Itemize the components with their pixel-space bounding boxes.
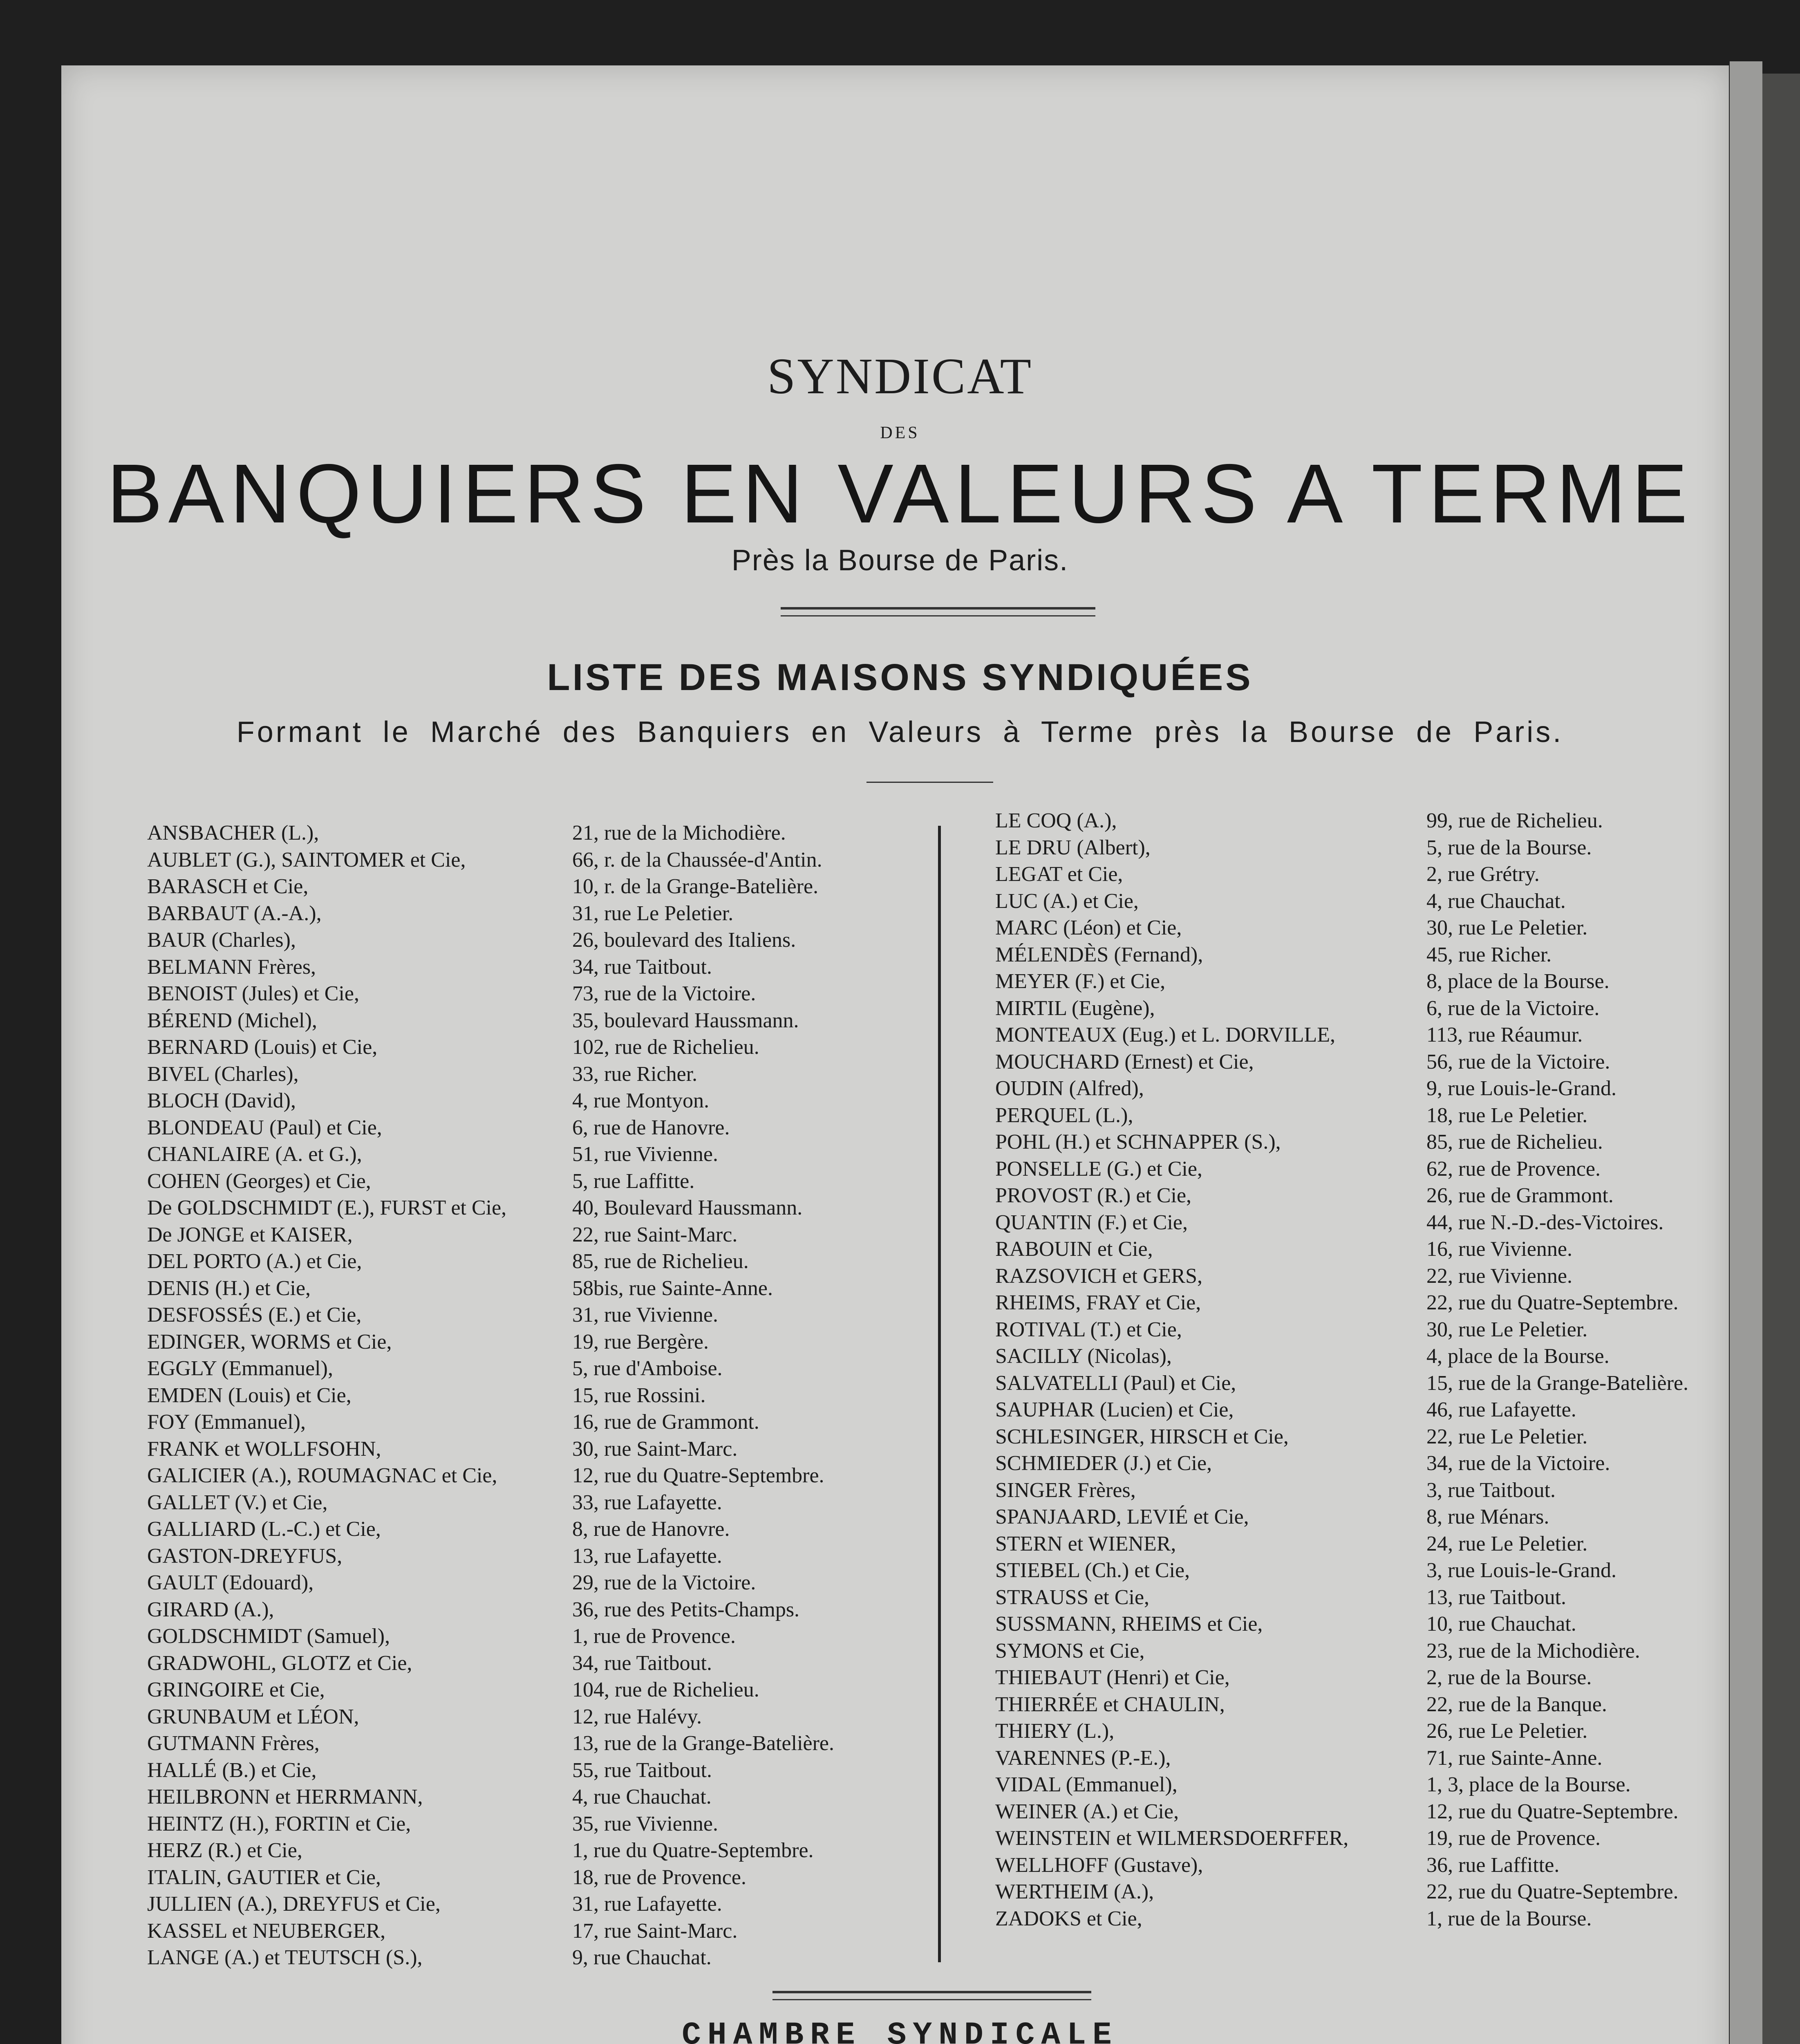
member-row [147,927,924,954]
member-name: GALLIARD (L.-C.) et Cie, [147,1517,381,1541]
member-name: SUSSMANN, RHEIMS et Cie, [995,1612,1263,1636]
member-name: RHEIMS, FRAY et Cie, [995,1291,1201,1314]
member-row [995,1263,1731,1290]
member-address: 36, rue des Petits-Champs. [572,1598,800,1621]
member-name: GALLET (V.) et Cie, [147,1490,328,1514]
divider-bottom [772,1991,1091,1993]
member-row [995,1798,1731,1825]
member-address: 56, rue de la Victoire. [1426,1050,1610,1074]
member-row [147,1007,924,1034]
member-row [995,807,1731,834]
member-name: SCHMIEDER (J.) et Cie, [995,1452,1212,1475]
member-address: 3, rue Louis-le-Grand. [1426,1559,1616,1582]
member-row [995,1611,1731,1638]
member-address: 62, rue de Provence. [1426,1157,1601,1181]
member-address: 1, rue de Provence. [572,1625,736,1648]
member-name: JULLIEN (A.), DREYFUS et Cie, [147,1892,441,1916]
member-name: BENOIST (Jules) et Cie, [147,982,359,1005]
member-name: HEILBRONN et HERRMANN, [147,1785,423,1809]
member-name: SALVATELLI (Paul) et Cie, [995,1371,1236,1395]
member-name: MÉLENDÈS (Fernand), [995,943,1203,966]
member-name: BELMANN Frères, [147,955,316,979]
member-name: MIRTIL (Eugène), [995,996,1155,1020]
member-name: MARC (Léon) et Cie, [995,916,1182,939]
member-row [147,1650,924,1677]
member-name: OUDIN (Alfred), [995,1077,1144,1100]
member-address: 9, rue Louis-le-Grand. [1426,1077,1616,1100]
member-row [995,1691,1731,1718]
member-address: 21, rue de la Michodière. [572,821,786,845]
member-address: 30, rue Le Peletier. [1426,916,1588,939]
member-address: 4, place de la Bourse. [1426,1345,1610,1368]
member-address: 9, rue Chauchat. [572,1946,712,1969]
member-name: SPANJAARD, LEVIÉ et Cie, [995,1505,1249,1529]
member-name: WERTHEIM (A.), [995,1880,1154,1903]
member-address: 13, rue Lafayette. [572,1544,722,1568]
member-row [147,1248,924,1275]
member-row [147,1569,924,1596]
member-address: 66, r. de la Chaussée-d'Antin. [572,848,822,872]
member-name: ZADOKS et Cie, [995,1907,1142,1930]
member-name: GAULT (Edouard), [147,1571,314,1594]
member-row [995,1905,1731,1932]
member-name: RAZSOVICH et GERS, [995,1264,1203,1288]
member-address: 26, boulevard des Italiens. [572,928,796,952]
member-row [147,1864,924,1891]
member-name: VIDAL (Emmanuel), [995,1773,1178,1796]
member-row [147,1891,924,1918]
syndicat-title: SYNDICAT [767,348,1033,405]
member-row [147,820,924,847]
member-name: BERNARD (Louis) et Cie, [147,1035,378,1059]
member-name: BLOCH (David), [147,1089,296,1112]
member-address: 1, rue du Quatre-Septembre. [572,1839,814,1862]
member-row [147,1730,924,1757]
member-address: 5, rue Laffitte. [572,1169,695,1193]
member-name: GRUNBAUM et LÉON, [147,1705,359,1728]
member-address: 33, rue Lafayette. [572,1490,722,1514]
member-name: MONTEAUX (Eug.) et L. DORVILLE, [995,1023,1335,1047]
member-row [995,1771,1731,1798]
member-name: BARASCH et Cie, [147,875,309,898]
member-name: PONSELLE (G.) et Cie, [995,1157,1202,1181]
member-row [995,1852,1731,1879]
member-row [147,1329,924,1356]
member-row [995,1584,1731,1611]
member-name: STRAUSS et Cie, [995,1585,1150,1609]
member-address: 45, rue Richer. [1426,943,1552,966]
member-row [147,1623,924,1650]
member-name: LE DRU (Albert), [995,836,1151,859]
subtitle: Près la Bourse de Paris. [731,544,1069,577]
member-row [147,1516,924,1543]
member-address: 22, rue Vivienne. [1426,1264,1572,1288]
member-name: AUBLET (G.), SAINTOMER et Cie, [147,848,466,872]
member-address: 55, rue Taitbout. [572,1758,712,1782]
member-name: De JONGE et KAISER, [147,1223,353,1246]
member-address: 85, rue de Richelieu. [1426,1130,1603,1154]
member-name: HERZ (R.) et Cie, [147,1839,302,1862]
divider-bottom-thin [772,1999,1091,2000]
member-address: 24, rue Le Peletier. [1426,1532,1588,1555]
member-address: 23, rue de la Michodière. [1426,1639,1640,1663]
member-address: 26, rue de Grammont. [1426,1184,1614,1207]
member-name: GUTMANN Frères, [147,1732,320,1755]
member-name: DESFOSSÉS (E.) et Cie, [147,1303,362,1327]
member-address: 19, rue Bergère. [572,1330,709,1354]
member-row [995,1236,1731,1263]
member-address: 1, rue de la Bourse. [1426,1907,1592,1930]
member-address: 12, rue Halévy. [572,1705,702,1728]
member-row [147,1918,924,1945]
members-list-right [995,807,1731,1932]
member-address: 16, rue de Grammont. [572,1410,759,1434]
member-address: 31, rue Lafayette. [572,1892,722,1916]
member-name: SCHLESINGER, HIRSCH et Cie, [995,1425,1289,1448]
member-row [147,1676,924,1703]
members-list-left [147,820,924,1971]
member-address: 5, rue de la Bourse. [1426,836,1592,859]
member-row [995,1423,1731,1450]
member-row [995,1289,1731,1316]
member-row [995,1129,1731,1156]
member-name: SYMONS et Cie, [995,1639,1145,1663]
member-address: 15, rue de la Grange-Batelière. [1426,1371,1689,1395]
member-address: 46, rue Lafayette. [1426,1398,1576,1421]
member-row [995,1825,1731,1852]
divider-top-thin [781,615,1095,616]
member-address: 18, rue de Provence. [572,1865,746,1889]
member-row [147,1302,924,1329]
member-row [147,900,924,927]
member-name: MOUCHARD (Ernest) et Cie, [995,1050,1254,1074]
des-label: DES [880,424,920,442]
member-name: CHANLAIRE (A. et G.), [147,1143,362,1166]
member-row [147,1784,924,1811]
member-address: 4, rue Chauchat. [1426,889,1566,913]
member-name: FRANK et WOLLFSOHN, [147,1437,381,1461]
member-name: ITALIN, GAUTIER et Cie, [147,1865,381,1889]
member-address: 2, rue Grétry. [1426,863,1540,886]
member-row [147,1034,924,1061]
member-address: 22, rue du Quatre-Septembre. [1426,1291,1679,1314]
member-row [147,1462,924,1489]
member-address: 16, rue Vivienne. [1426,1237,1572,1261]
divider-short [866,782,993,783]
member-row [995,1022,1731,1049]
member-name: ANSBACHER (L.), [147,821,319,845]
member-row [147,1087,924,1114]
member-name: De GOLDSCHMIDT (E.), FURST et Cie, [147,1196,507,1219]
member-row [995,1156,1731,1183]
member-name: SINGER Frères, [995,1478,1136,1502]
member-row [147,847,924,874]
member-address: 22, rue du Quatre-Septembre. [1426,1880,1679,1903]
member-address: 13, rue de la Grange-Batelière. [572,1732,835,1755]
member-address: 35, rue Vivienne. [572,1812,718,1836]
member-row [995,1102,1731,1129]
member-name: DEL PORTO (A.) et Cie, [147,1250,362,1273]
member-name: THIEBAUT (Henri) et Cie, [995,1666,1230,1689]
member-name: PROVOST (R.) et Cie, [995,1184,1192,1207]
member-address: 34, rue Taitbout. [572,955,712,979]
member-address: 1, 3, place de la Bourse. [1426,1773,1631,1796]
member-address: 6, rue de Hanovre. [572,1116,730,1139]
member-row [995,1878,1731,1905]
member-name: KASSEL et NEUBERGER, [147,1919,386,1943]
member-address: 8, rue de Hanovre. [572,1517,730,1541]
member-address: 113, rue Réaumur. [1426,1023,1583,1047]
member-name: EDINGER, WORMS et Cie, [147,1330,392,1354]
member-address: 2, rue de la Bourse. [1426,1666,1592,1689]
member-name: GRADWOHL, GLOTZ et Cie, [147,1651,412,1675]
member-name: THIERY (L.), [995,1719,1115,1743]
member-row [147,1837,924,1864]
member-name: STERN et WIENER, [995,1532,1176,1555]
member-name: WEINER (A.) et Cie, [995,1800,1179,1823]
member-row [147,1543,924,1570]
member-row [995,1504,1731,1531]
member-row [147,1409,924,1436]
member-row [995,1664,1731,1691]
member-name: HEINTZ (H.), FORTIN et Cie, [147,1812,411,1836]
member-row [147,1703,924,1730]
member-row [995,1049,1731,1076]
member-row [147,1141,924,1168]
member-name: BÉREND (Michel), [147,1009,317,1032]
member-address: 4, rue Chauchat. [572,1785,712,1809]
member-name: RABOUIN et Cie, [995,1237,1153,1261]
member-address: 12, rue du Quatre-Septembre. [572,1464,824,1487]
member-address: 5, rue d'Amboise. [572,1357,723,1380]
member-address: 4, rue Montyon. [572,1089,710,1112]
member-name: ROTIVAL (T.) et Cie, [995,1318,1182,1341]
member-address: 26, rue Le Peletier. [1426,1719,1588,1743]
member-address: 44, rue N.-D.-des-Victoires. [1426,1210,1664,1234]
member-name: THIERRÉE et CHAULIN, [995,1692,1225,1716]
member-address: 34, rue Taitbout. [572,1651,712,1675]
member-name: GRINGOIRE et Cie, [147,1678,325,1701]
member-name: GOLDSCHMIDT (Samuel), [147,1625,390,1648]
member-name: POHL (H.) et SCHNAPPER (S.), [995,1130,1281,1154]
member-address: 29, rue de la Victoire. [572,1571,756,1594]
member-address: 22, rue Le Peletier. [1426,1425,1588,1448]
member-row [147,1811,924,1838]
member-row [995,914,1731,941]
member-name: GIRARD (A.), [147,1598,274,1621]
member-address: 30, rue Saint-Marc. [572,1437,738,1461]
member-name: WEINSTEIN et WILMERSDOERFFER, [995,1827,1349,1850]
member-row [995,941,1731,968]
member-row [147,873,924,900]
member-row [995,1396,1731,1423]
member-address: 58bis, rue Sainte-Anne. [572,1276,773,1300]
member-address: 8, place de la Bourse. [1426,970,1610,993]
member-row [147,980,924,1007]
member-address: 34, rue de la Victoire. [1426,1452,1610,1475]
member-address: 31, rue Vivienne. [572,1303,718,1327]
member-name: COHEN (Georges) et Cie, [147,1169,371,1193]
member-name: DENIS (H.) et Cie, [147,1276,311,1300]
member-address: 85, rue de Richelieu. [572,1250,749,1273]
member-row [995,1182,1731,1209]
member-address: 35, boulevard Haussmann. [572,1009,799,1032]
member-row [147,1355,924,1382]
member-row [995,1370,1731,1397]
member-name: BIVEL (Charles), [147,1062,299,1086]
list-title: LISTE DES MAISONS SYNDIQUÉES [547,657,1253,698]
member-row [995,1316,1731,1343]
member-row [995,1531,1731,1558]
member-row [147,1596,924,1623]
member-name: MEYER (F.) et Cie, [995,970,1166,993]
member-row [995,1718,1731,1745]
member-name: SACILLY (Nicolas), [995,1345,1172,1368]
member-address: 104, rue de Richelieu. [572,1678,759,1701]
member-address: 10, r. de la Grange-Batelière. [572,875,819,898]
column-divider [938,826,941,1962]
member-name: SAUPHAR (Lucien) et Cie, [995,1398,1234,1421]
member-name: BAUR (Charles), [147,928,296,952]
member-row [147,1114,924,1141]
member-address: 6, rue de la Victoire. [1426,996,1600,1020]
member-address: 22, rue Saint-Marc. [572,1223,738,1246]
member-row [995,888,1731,915]
member-address: 40, Boulevard Haussmann. [572,1196,803,1219]
member-name: LANGE (A.) et TEUTSCH (S.), [147,1946,423,1969]
member-row [995,861,1731,888]
member-row [995,1075,1731,1102]
member-row [147,1944,924,1971]
member-row [995,1477,1731,1504]
member-name: BARBAUT (A.-A.), [147,901,322,925]
member-address: 15, rue Rossini. [572,1383,706,1407]
member-name: EMDEN (Louis) et Cie, [147,1383,351,1407]
member-address: 102, rue de Richelieu. [572,1035,759,1059]
member-name: VARENNES (P.-E.), [995,1746,1171,1770]
member-row [995,1343,1731,1370]
member-row [995,1557,1731,1584]
member-address: 30, rue Le Peletier. [1426,1318,1588,1341]
member-name: QUANTIN (F.) et Cie, [995,1210,1188,1234]
main-title: BANQUIERS EN VALEURS A TERME [107,447,1693,540]
member-row [147,1061,924,1088]
member-name: LE COQ (A.), [995,809,1117,832]
member-address: 73, rue de la Victoire. [572,982,756,1005]
member-row [995,968,1731,995]
member-name: FOY (Emmanuel), [147,1410,306,1434]
member-row [995,834,1731,861]
member-address: 3, rue Taitbout. [1426,1478,1556,1502]
member-address: 12, rue du Quatre-Septembre. [1426,1800,1679,1823]
member-row [995,1745,1731,1772]
member-row [147,1382,924,1409]
member-row [995,1638,1731,1665]
member-address: 10, rue Chauchat. [1426,1612,1576,1636]
member-row [147,1168,924,1195]
member-row [995,995,1731,1022]
member-row [147,954,924,981]
member-row [147,1275,924,1302]
member-row [995,1209,1731,1236]
member-name: STIEBEL (Ch.) et Cie, [995,1559,1190,1582]
member-name: GASTON-DREYFUS, [147,1544,343,1568]
list-subtitle: Formant le Marché des Banquiers en Valeurs à Terme près la Bourse de Paris. [236,716,1564,749]
member-name: LEGAT et Cie, [995,863,1123,886]
member-address: 51, rue Vivienne. [572,1143,718,1166]
member-name: PERQUEL (L.), [995,1103,1133,1127]
member-address: 33, rue Richer. [572,1062,698,1086]
member-address: 19, rue de Provence. [1426,1827,1601,1850]
chambre-title: CHAMBRE SYNDICALE [682,2017,1118,2044]
member-row [147,1757,924,1784]
member-address: 8, rue Ménars. [1426,1505,1549,1529]
member-name: HALLÉ (B.) et Cie, [147,1758,317,1782]
member-row [147,1221,924,1248]
member-row [147,1489,924,1516]
member-row [995,1450,1731,1477]
member-address: 22, rue de la Banque. [1426,1692,1607,1716]
member-name: BLONDEAU (Paul) et Cie, [147,1116,382,1139]
member-address: 17, rue Saint-Marc. [572,1919,738,1943]
member-address: 71, rue Sainte-Anne. [1426,1746,1603,1770]
member-row [147,1195,924,1221]
member-address: 31, rue Le Peletier. [572,901,734,925]
member-address: 99, rue de Richelieu. [1426,809,1603,832]
member-row [147,1436,924,1463]
member-name: WELLHOFF (Gustave), [995,1853,1203,1877]
member-address: 18, rue Le Peletier. [1426,1103,1588,1127]
member-address: 13, rue Taitbout. [1426,1585,1567,1609]
member-name: GALICIER (A.), ROUMAGNAC et Cie, [147,1464,497,1487]
divider-top [781,607,1095,610]
member-address: 36, rue Laffitte. [1426,1853,1560,1877]
member-name: EGGLY (Emmanuel), [147,1357,333,1380]
member-name: LUC (A.) et Cie, [995,889,1139,913]
